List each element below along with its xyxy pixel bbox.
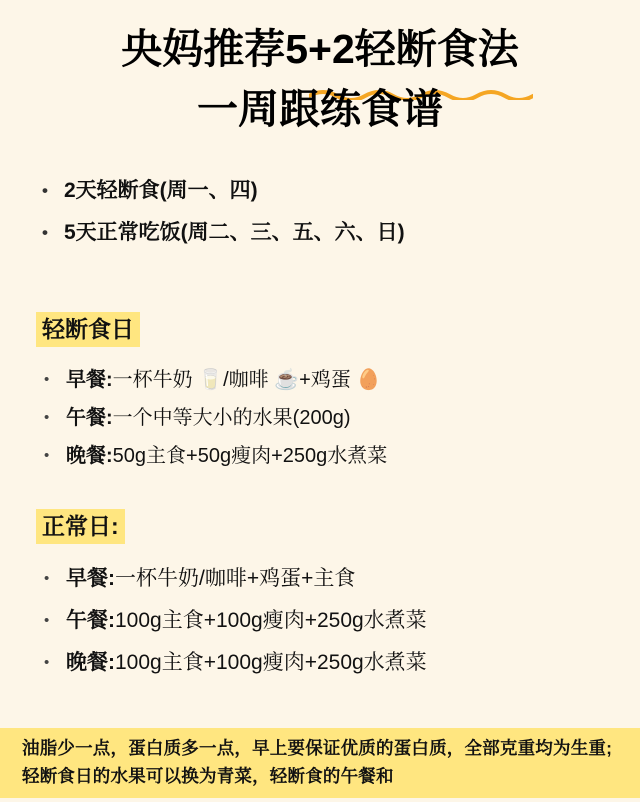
meal-label: 午餐: [66, 407, 113, 429]
title-block [0, 0, 640, 136]
section-heading-fasting-day: 轻断食日 [36, 312, 140, 347]
meal-label: 晚餐: [66, 445, 113, 467]
meal-text: 一杯牛奶 🥛/咖啡 ☕+鸡蛋 🥚 [112, 369, 382, 391]
list-item [40, 361, 640, 399]
meal-text: 一个中等大小的水果(200g) [112, 407, 351, 429]
bottom-note: 油脂少一点，蛋白质多一点，早上要保证优质的蛋白质，全部克重均为生重;轻断食日的水果可以换为青菜，轻断食的午餐和 [0, 728, 640, 798]
page-title-line-1 [121, 22, 519, 76]
list-item [40, 642, 640, 684]
meal-label: 早餐: [66, 567, 115, 590]
meal-text: 50g主食+50g瘦肉+250g水煮菜 [112, 445, 388, 467]
list-item: • 2天轻断食(周一、四) [36, 170, 640, 212]
section-heading-normal-day: 正常日: [36, 509, 125, 544]
meal-text: 100g主食+100g瘦肉+250g水煮菜 [115, 651, 427, 674]
meal-label: 晚餐: [66, 651, 115, 674]
list-item [40, 437, 640, 475]
page-title-line-2: 一周跟练食谱 [197, 86, 443, 132]
list-item [40, 600, 640, 642]
meal-list-fasting-day [0, 361, 640, 475]
meal-text: 100g主食+100g瘦肉+250g水煮菜 [115, 609, 427, 632]
page-title-line-1-text: 央妈推荐5+2轻断食法 [121, 26, 519, 72]
meal-text: 一杯牛奶/咖啡+鸡蛋+主食 [115, 567, 356, 590]
list-item [40, 558, 640, 600]
meal-label: 早餐: [66, 369, 113, 391]
meal-label: 午餐: [66, 609, 115, 632]
meal-list-normal-day [0, 558, 640, 684]
list-item: • 5天正常吃饭(周二、三、五、六、日) [36, 212, 640, 254]
top-bullet-list [0, 170, 640, 254]
list-item [40, 399, 640, 437]
